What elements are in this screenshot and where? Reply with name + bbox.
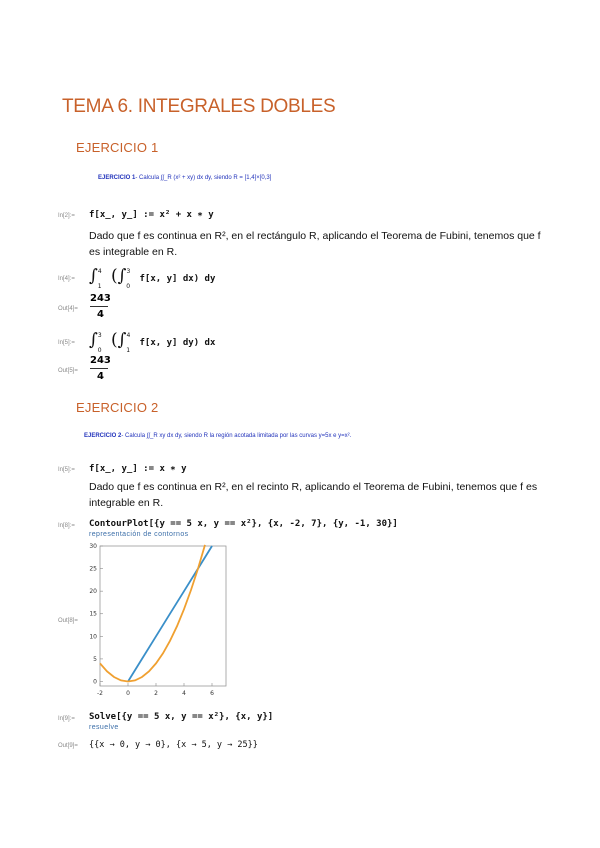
in2-code[interactable]: f[x_, y_] := x² + x ∗ y bbox=[89, 210, 214, 220]
paren-icon: ( bbox=[110, 266, 118, 286]
out5-fraction bbox=[90, 355, 111, 382]
ex1-prose: Dado que f es continua en R², en el rectángulo R, aplicando el Teorema de Fubini, tenemos que f es integrable en R. bbox=[89, 230, 541, 258]
y-tick-label: 30 bbox=[89, 543, 97, 550]
ex2-statement-text: - Calcula ∫∫_R xy dx dy, siendo R la región acotada limitada por las curvas y=5x e y=x². bbox=[121, 433, 352, 439]
in4-cell[interactable]: ∫$^4_1$ (∫$^3_0$ f[x, y] dx) dy bbox=[89, 266, 216, 290]
y-tick-label: 5 bbox=[93, 655, 97, 663]
in5-label: In[5]:= bbox=[58, 340, 75, 346]
out8-label: Out[8]= bbox=[58, 618, 78, 624]
out4-numerator: 243 bbox=[90, 293, 111, 304]
ex2-heading: EJERCICIO 2 bbox=[76, 400, 159, 415]
in8-code[interactable]: ContourPlot[{y == 5 x, y == x²}, {x, -2, 7}, {y, -1, 30}] bbox=[89, 519, 398, 529]
paren-icon: ( bbox=[110, 330, 118, 350]
out4-label: Out[4]= bbox=[58, 306, 78, 312]
in5b-code[interactable]: f[x_, y_] := x ∗ y bbox=[89, 464, 187, 474]
in9-label: In[9]:= bbox=[58, 716, 75, 722]
ex2-statement-label: EJERCICIO 2 bbox=[84, 433, 122, 439]
in4-label: In[4]:= bbox=[58, 276, 75, 282]
in9-code[interactable]: Solve[{y == 5 x, y == x²}, {x, y}] bbox=[89, 712, 274, 722]
in4-code: f[x, y] dx) dy bbox=[139, 274, 216, 284]
in2-label: In[2]:= bbox=[58, 213, 75, 219]
fraction-bar bbox=[90, 368, 108, 369]
contour-plot bbox=[86, 540, 236, 700]
ex1-statement-image bbox=[98, 175, 271, 181]
y-tick-label: 25 bbox=[89, 565, 97, 573]
x-tick-label: 2 bbox=[154, 690, 158, 697]
out5-numerator: 243 bbox=[90, 355, 111, 366]
y-tick-label: 0 bbox=[93, 678, 97, 686]
x-tick-label: 4 bbox=[182, 690, 186, 697]
out5-denominator: 4 bbox=[96, 371, 104, 382]
in5b-label: In[5]:= bbox=[58, 467, 75, 473]
in8-label: In[8]:= bbox=[58, 523, 75, 529]
y-tick-label: 10 bbox=[89, 633, 97, 641]
series-line-1 bbox=[100, 545, 205, 682]
x-tick-label: 0 bbox=[126, 690, 130, 697]
integral-sign-icon: ∫ bbox=[89, 330, 98, 350]
x-tick-label: 6 bbox=[210, 690, 214, 697]
integral-sign-icon: ∫ bbox=[117, 330, 127, 350]
ex2-prose: Dado que f es continua en R², en el recinto R, aplicando el Teorema de Fubini, tenemos que f es integrable en R. bbox=[89, 481, 538, 509]
ex1-statement-text: - Calcula ∫∫_R (x² + xy) dx dy, siendo R = [1,4]×[0,3] bbox=[135, 175, 272, 181]
page-title: TEMA 6. INTEGRALES DOBLES bbox=[62, 96, 336, 117]
ex1-heading: EJERCICIO 1 bbox=[76, 140, 159, 155]
in8-note[interactable]: representación de contornos bbox=[89, 531, 189, 538]
x-tick-label: -2 bbox=[97, 690, 103, 697]
out5-label: Out[5]= bbox=[58, 368, 78, 374]
plot-frame bbox=[100, 546, 226, 686]
in9-note[interactable]: resuelve bbox=[89, 724, 119, 731]
out9-label: Out[9]= bbox=[58, 743, 78, 749]
integral-sign-icon: ∫ bbox=[117, 266, 127, 286]
y-tick-label: 15 bbox=[89, 610, 97, 618]
integral-sign-icon: ∫ bbox=[89, 266, 98, 286]
in5-code: f[x, y] dy) dx bbox=[139, 338, 216, 348]
fraction-bar bbox=[90, 306, 108, 307]
ex1-statement-label: EJERCICIO 1 bbox=[98, 175, 136, 181]
out4-fraction bbox=[90, 293, 111, 320]
out9-result: {{x → 0, y → 0}, {x → 5, y → 25}} bbox=[89, 740, 258, 750]
out4-denominator: 4 bbox=[96, 309, 104, 320]
ex2-statement-image bbox=[84, 433, 351, 439]
y-tick-label: 20 bbox=[89, 588, 97, 596]
in5-cell[interactable]: ∫$^3_0$ (∫$^4_1$ f[x, y] dy) dx bbox=[89, 330, 216, 354]
